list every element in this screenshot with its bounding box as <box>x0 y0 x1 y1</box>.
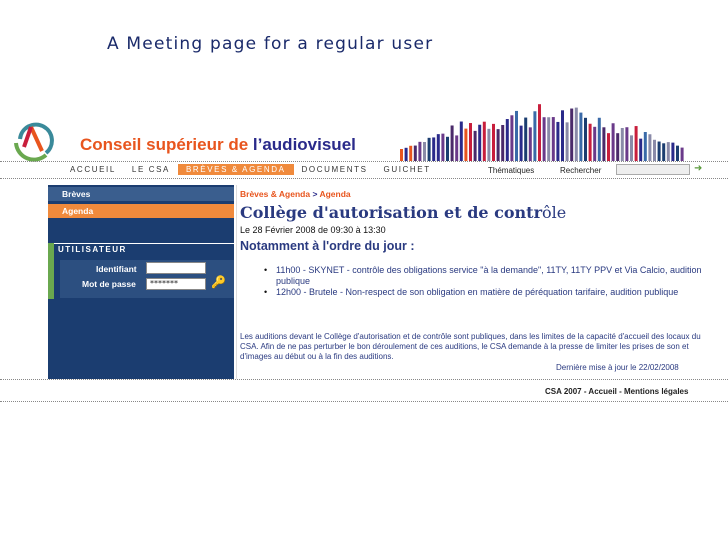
thematiques-link[interactable]: Thématiques <box>488 166 535 175</box>
decor-bar <box>451 125 454 161</box>
decor-bar <box>621 128 624 161</box>
decor-bar <box>589 124 592 161</box>
decor-bar <box>681 148 684 161</box>
footer-divider <box>0 379 728 380</box>
meeting-date: Le 28 Février 2008 de 09:30 à 13:30 <box>240 225 386 235</box>
footer-links[interactable]: CSA 2007 - Accueil - Mentions légales <box>545 387 689 396</box>
decor-bar <box>524 118 527 161</box>
breadcrumb-breves-agenda[interactable]: Brèves & Agenda <box>240 189 311 199</box>
agenda-heading: Notamment à l'ordre du jour : <box>240 239 415 253</box>
decor-bar <box>423 142 426 161</box>
decor-bar <box>538 104 541 161</box>
identifiant-input[interactable] <box>146 262 206 274</box>
decor-bar <box>409 146 412 161</box>
decor-bar <box>529 127 532 161</box>
decor-bar <box>501 125 504 161</box>
decor-bar <box>570 109 573 161</box>
sidebar-item-breves[interactable]: Brèves <box>48 187 234 201</box>
decor-bar <box>506 119 509 161</box>
decor-bar <box>575 108 578 161</box>
decor-bar <box>418 142 421 161</box>
decor-bar <box>414 146 417 161</box>
decor-bar <box>653 140 656 161</box>
sidebar-item-agenda[interactable]: Agenda <box>48 204 234 218</box>
decor-bar <box>515 111 518 161</box>
agenda-list <box>262 265 702 299</box>
search-label: Rechercher <box>560 166 602 175</box>
search-go-arrow-icon[interactable]: ➜ <box>694 163 703 174</box>
decor-bar <box>598 118 601 161</box>
identifiant-label: Identifiant <box>96 264 137 274</box>
decor-bar <box>616 133 619 161</box>
nav-item-breves-agenda[interactable]: BRÈVES & AGENDA <box>178 164 294 175</box>
decor-bar <box>437 134 440 161</box>
decor-bar <box>566 122 569 161</box>
decor-bar <box>593 127 596 161</box>
decor-bar <box>432 137 435 161</box>
breadcrumb-separator: > <box>310 189 320 199</box>
key-icon[interactable]: 🔑 <box>211 275 226 289</box>
decor-bar <box>561 110 564 161</box>
decor-bar <box>552 117 555 161</box>
logo-part1: Conseil <box>80 135 142 154</box>
decor-bar <box>671 143 674 161</box>
decor-bar <box>602 127 605 161</box>
nav-item-guichet[interactable]: GUICHET <box>383 165 431 174</box>
decor-bar <box>510 115 513 161</box>
decor-bar <box>533 111 536 161</box>
decor-bar <box>662 143 665 161</box>
decor-bar <box>469 123 472 161</box>
decor-bar <box>492 124 495 161</box>
decor-bar <box>639 139 642 161</box>
decor-bar <box>455 135 458 161</box>
decor-bar <box>658 142 661 161</box>
decor-bar <box>460 122 463 161</box>
decor-bar <box>607 133 610 161</box>
decor-bar <box>644 132 647 161</box>
equalizer-bars-decoration <box>400 95 700 161</box>
decor-bar <box>579 113 582 161</box>
nav-item-documents[interactable]: DOCUMENTS <box>301 165 368 174</box>
breadcrumb <box>240 189 351 199</box>
decor-bar <box>464 129 467 161</box>
user-section-title: UTILISATEUR <box>58 245 127 254</box>
column-divider <box>236 185 237 379</box>
decor-bar <box>648 134 651 161</box>
user-box-accent <box>48 243 54 299</box>
website-screenshot <box>0 95 728 396</box>
page-title-main: Collège d'autorisation et de contr <box>240 203 542 222</box>
logo-part2: supérieur de <box>141 135 249 154</box>
decor-bar <box>474 131 477 161</box>
decor-bar <box>676 146 679 161</box>
decor-bar <box>446 137 449 161</box>
main-nav <box>62 164 439 175</box>
decor-bar <box>497 129 500 161</box>
nav-item-accueil[interactable]: ACCUEIL <box>70 165 116 174</box>
breadcrumb-agenda[interactable]: Agenda <box>319 189 351 199</box>
slide-title: A Meeting page for a regular user <box>107 34 434 54</box>
decor-bar <box>520 126 523 161</box>
decor-bar <box>625 127 628 161</box>
press-note: Les auditions devant le Collège d'autorisation et de contrôle sont publiques, dans les limites de la capacité d'accueil des locaux du CSA. Afin de ne pas perturber le bon déroulement de ces auditions, le CSA demande à la presse de limiter les prises de son et d'images au début ou à la fin des auditions. <box>240 332 701 361</box>
decor-bar <box>612 123 615 161</box>
decor-bar <box>483 122 486 161</box>
decor-bar <box>584 118 587 161</box>
password-input[interactable]: ******* <box>146 278 206 290</box>
agenda-item: • 12h00 - Brutele - Non-respect de son obligation en matière de péréquation tarifaire, audition publique <box>262 287 702 298</box>
csa-logo-icon[interactable] <box>6 113 64 165</box>
decor-bar <box>405 148 408 161</box>
agenda-item: • 11h00 - SKYNET - contrôle des obligations service "à la demande", 11TY, 11TY PPV et Via Calcio, audition publique <box>262 265 702 286</box>
last-updated: Dernière mise à jour le 22/02/2008 <box>556 363 679 372</box>
nav-item-le-csa[interactable]: LE CSA <box>131 165 170 174</box>
decor-bar <box>428 138 431 161</box>
search-input[interactable] <box>616 164 690 175</box>
decor-bar <box>630 135 633 161</box>
password-label: Mot de passe <box>82 279 136 289</box>
footer-divider-bottom <box>0 401 728 402</box>
decor-bar <box>487 129 490 161</box>
decor-bar <box>556 122 559 161</box>
decor-bar <box>400 149 403 161</box>
decor-bar <box>543 117 546 161</box>
logo-part3: l’audiovisuel <box>248 135 356 154</box>
decor-bar <box>441 134 444 161</box>
decor-bar <box>478 125 481 161</box>
page-title-tail: ôle <box>542 203 567 222</box>
page-title <box>240 203 566 222</box>
decor-bar <box>635 126 638 161</box>
nav-bar <box>0 161 728 179</box>
decor-bar <box>547 117 550 161</box>
site-logo-text[interactable] <box>80 135 356 155</box>
decor-bar <box>667 142 670 161</box>
